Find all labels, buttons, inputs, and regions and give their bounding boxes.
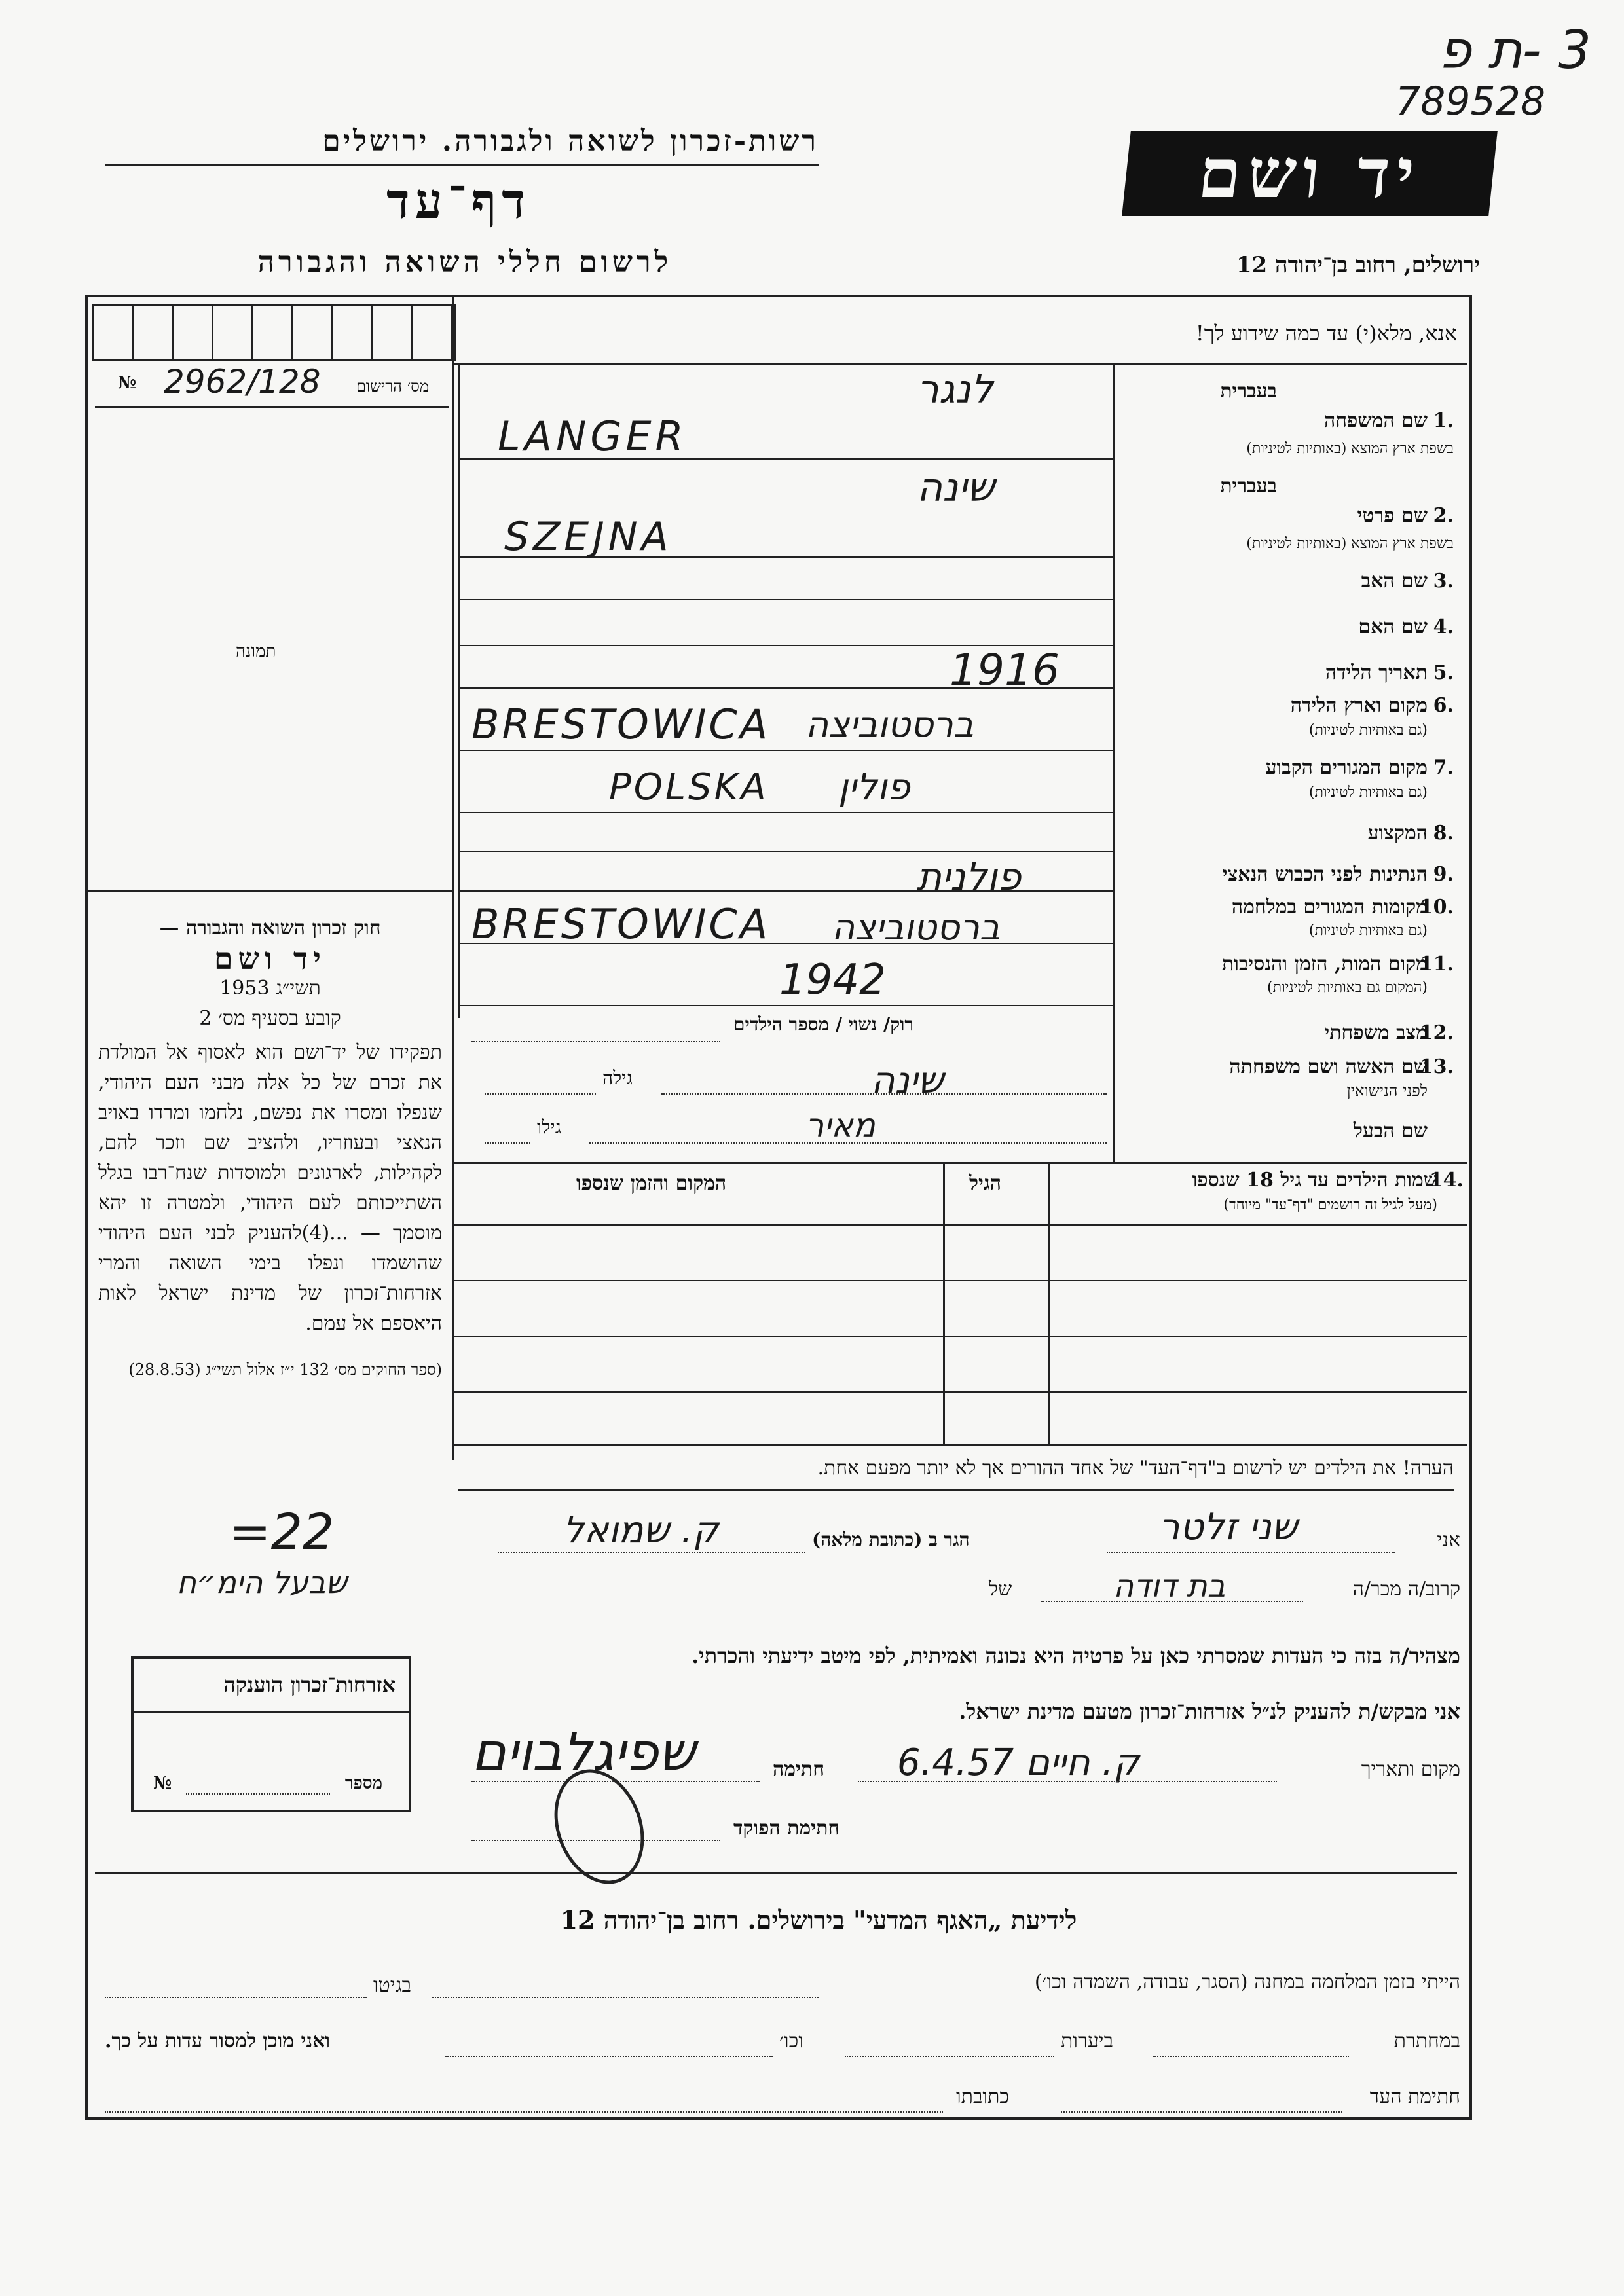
- form-title: דף־עד: [386, 173, 530, 230]
- field-label: מקום המגורים הקבוע: [1265, 756, 1428, 779]
- bottom-line2-a: במחתרת: [1393, 2030, 1460, 2052]
- field-number: 9.: [1433, 863, 1454, 886]
- bottom-line1-b: בגיטו: [373, 1974, 412, 1997]
- children-row-3: [452, 1336, 1467, 1337]
- first-name-hebrew: שינה: [917, 465, 995, 511]
- law-box-top: [85, 890, 452, 892]
- residence-hebrew: פולין: [838, 766, 910, 809]
- field-label: מצב משפחתי: [1324, 1021, 1428, 1044]
- intro-divider: [452, 363, 1467, 365]
- children-sub: (מעל לגיל זה רושמים "דף־עד" מיוחד): [1223, 1197, 1437, 1213]
- husband-age-line: [485, 1142, 530, 1144]
- field-sub: בשפת ארץ המוצא (באותיות לטיניות): [1246, 536, 1454, 552]
- field-label: מקום המות, הזמן והנסיבות: [1221, 953, 1428, 975]
- registration-label: מס׳ הרישום: [356, 377, 429, 395]
- registration-boxes: [92, 304, 456, 361]
- field-number: 13.: [1419, 1055, 1454, 1078]
- children-row-2: [452, 1280, 1467, 1281]
- bottom-line1-dots: [432, 1997, 819, 1998]
- value-column-left: [458, 363, 460, 1018]
- declarant-name: שני זלטר: [1159, 1506, 1298, 1548]
- birth-place-latin: BRESTOWICA: [471, 701, 771, 748]
- declarant-address-label: הגר ב (כתובת מלאה): [812, 1529, 970, 1550]
- side-note: =22: [229, 1503, 335, 1561]
- bottom-line2-b: ביערות: [1061, 2030, 1114, 2052]
- field-sub: (המקום גם באותיות לטיניות): [1267, 979, 1428, 996]
- birth-date-value: 1916: [950, 645, 1060, 695]
- husband-name-line: [589, 1142, 1107, 1144]
- field-number: 10.: [1419, 896, 1454, 919]
- field-label: שם הבעל: [1353, 1120, 1428, 1142]
- note-underline: [458, 1489, 1454, 1491]
- handwritten-archive-code: 3 -ת פ: [1438, 20, 1591, 81]
- marital-status-line: [471, 1041, 720, 1042]
- field-label: הנתינות לפני הכבוש הנאצי: [1222, 863, 1428, 886]
- memorial-citizenship-box: [131, 1656, 411, 1812]
- photo-label: תמונה: [236, 642, 276, 661]
- request-text: אני מבקש/ת להעניק לנ״ל אזרחות־זכרון מטעם מדינת ישראל.: [959, 1699, 1460, 1724]
- field-sub: לפני הנישואין: [1346, 1082, 1428, 1100]
- field-label: שם האם: [1358, 615, 1428, 638]
- row-sep-3: [458, 599, 1113, 600]
- bottom-line2-d: ואני מוכן למסור עדות על כך.: [105, 2030, 331, 2052]
- law-year: תשי״ג 1953: [219, 977, 321, 1000]
- field-first-name: [1120, 475, 1454, 553]
- field-birth-place: [1120, 694, 1454, 746]
- law-text: תפקידו של יד־ושם הוא לאסוף אל המולדת את זכרם של כל אלה מבני העם היהודי, שנפלו ומסרו את נפשם, נלחמו ומרדו באויב הנאצי ובעוזריו, ולהציב שם וזכר להם, לקהילות, לארגונים ולמוסדות שנח־רבו בגלל השתייכותם לעם היהודי, ולמטרה זו יהא מוסמך — ...(4)להעניק לבני העם היהודי שהושמדו ונפלו בימי השואה והמרי אזרחות־זכרון של מדינת ישראל לאות היאספם אל עמם.: [98, 1041, 443, 1335]
- children-row-4: [452, 1391, 1467, 1393]
- bottom-line3-dots-2: [105, 2111, 943, 2113]
- signature-value: שפיגלבוים: [471, 1722, 695, 1783]
- field-label: שם פרטי: [1357, 504, 1428, 527]
- field-sub: בשפת ארץ המוצא (באותיות לטיניות): [1246, 441, 1454, 457]
- field-label: תאריך הלידה: [1325, 661, 1428, 684]
- note-text: הערה! את הילדים יש לרשום ב"דף־העד" של אחד ההורים אך לא יותר מפעם אחת.: [817, 1457, 1454, 1480]
- row-sep-11: [458, 1005, 1113, 1006]
- field-family-name: [1120, 380, 1454, 458]
- field-number: 6.: [1433, 694, 1454, 717]
- family-name-latin: LANGER: [498, 412, 688, 460]
- field-lang-hebrew: בעברית: [1220, 475, 1277, 498]
- residence-latin: POLSKA: [609, 766, 769, 809]
- husband-name-value: מאיר: [805, 1106, 876, 1144]
- field-label: מקום וארץ הלידה: [1290, 694, 1428, 717]
- field-sub: (גם באותיות לטיניות): [1308, 784, 1428, 801]
- signature-label: חתימה: [773, 1758, 824, 1781]
- registration-no-sign: №: [118, 373, 137, 393]
- field-wartime-residence: [1120, 896, 1454, 948]
- of-label: של: [989, 1578, 1012, 1601]
- bottom-divider: [95, 1872, 1457, 1878]
- children-label: שמות הילדים עד גיל 18 שנספו: [1192, 1169, 1437, 1192]
- children-col-1: [1048, 1162, 1050, 1444]
- registration-value: 2962/128: [164, 363, 321, 401]
- field-number: 5.: [1433, 661, 1454, 684]
- address: ירושלים, רחוב בן־יהודה 12: [1236, 252, 1480, 278]
- bottom-line2-c: וכו׳: [779, 2030, 803, 2052]
- birth-place-hebrew: ברסטוביצה: [805, 704, 974, 745]
- wartime-residence-hebrew: ברסטוביצה: [832, 907, 1001, 948]
- institution-line: רשות-זכרון לשואה ולגבורה. ירושלים: [322, 124, 819, 158]
- place-date-line: [858, 1781, 1277, 1782]
- row-sep-7: [458, 812, 1113, 813]
- declarant-ani: אני: [1437, 1529, 1460, 1552]
- law-source: (ספר החוקים מס׳ 132 י״ז אלול תשי״ג (28.8.53): [128, 1360, 442, 1379]
- wife-age-label: גילה: [602, 1067, 633, 1089]
- field-label: שם האב: [1361, 570, 1428, 592]
- registration-row: [95, 363, 449, 408]
- husband-age-label: גילו: [537, 1116, 561, 1138]
- field-number: 2.: [1433, 504, 1454, 527]
- bottom-line2-dots-2: [845, 2056, 1054, 2057]
- officer-label: חתימת הפוקד: [733, 1817, 840, 1840]
- wife-age-line: [485, 1093, 596, 1095]
- relation-line: [1041, 1601, 1303, 1602]
- row-sep-8: [458, 851, 1113, 852]
- left-column-divider: [452, 295, 454, 1460]
- bottom-line2-dots-3: [445, 2056, 773, 2057]
- citizenship-value: פולנית: [917, 854, 1022, 899]
- memorial-title: אזרחות־זכרון הוענקה: [223, 1672, 396, 1697]
- children-col-2: [943, 1162, 945, 1444]
- law-name: יד ושם: [213, 941, 327, 976]
- declarant-address: ק. שמואל: [563, 1509, 719, 1552]
- children-col-place: המקום והזמן שנספו: [576, 1172, 727, 1195]
- logo-text: יד ושם: [1194, 133, 1425, 213]
- side-note-2: שבעל הימ״ח: [177, 1565, 348, 1600]
- place-date-value: ק. חיים 6.4.57: [897, 1741, 1140, 1784]
- death-date-value: 1942: [779, 956, 886, 1004]
- wartime-residence-latin: BRESTOWICA: [471, 900, 771, 948]
- wife-name-value: שינה: [871, 1059, 944, 1102]
- children-header: [1054, 1169, 1464, 1221]
- bottom-line3-b: כתובתו: [956, 2085, 1010, 2108]
- bottom-line1-a: הייתי בזמן המלחמה במחנה (הסגר, עבודה, השמדה וכו׳): [1034, 1971, 1460, 1994]
- label-column-divider: [1113, 363, 1115, 1162]
- field-death-place: [1120, 953, 1454, 1005]
- relative-label: קרוב/ה מכר/ה: [1352, 1578, 1460, 1601]
- field-number: 3.: [1433, 570, 1454, 592]
- field-number: 7.: [1433, 756, 1454, 779]
- institution-underline: [105, 164, 819, 166]
- field-sub: (גם באותיות לטיניות): [1308, 722, 1428, 738]
- bottom-title: לידיעת „האגף המדעי" בירושלים. רחוב בן־יהודה 12: [560, 1905, 1077, 1935]
- field-number: 14.: [1429, 1169, 1464, 1192]
- field-lang-hebrew: בעברית: [1220, 380, 1277, 403]
- law-title: חוק זכרון השואה והגבורה —: [159, 917, 381, 939]
- intro-text: אנא, מלא(י) עד כמה שידוע לך!: [1195, 321, 1457, 346]
- place-date-label: מקום ותאריך: [1361, 1758, 1460, 1781]
- law-box: [98, 913, 442, 1381]
- form-subtitle: לרשום חללי השואה והגבורה: [257, 246, 673, 279]
- field-wife-name: [1120, 1055, 1454, 1108]
- bottom-line3-a: חתימת העד: [1369, 2085, 1460, 2108]
- field-sub: (גם באותיות לטיניות): [1308, 922, 1428, 939]
- row-sep-6: [458, 750, 1113, 751]
- first-name-latin: SZEJNA: [504, 514, 673, 560]
- field-label: המקצוע: [1367, 822, 1428, 845]
- field-number: 11.: [1419, 953, 1454, 975]
- children-bottom: [452, 1444, 1467, 1446]
- law-clause: קובע בסעיף מס׳ 2: [199, 1007, 341, 1030]
- field-number: 1.: [1433, 409, 1454, 432]
- children-row-1: [452, 1224, 1467, 1226]
- field-number: 12.: [1419, 1021, 1454, 1044]
- field-number: 4.: [1433, 615, 1454, 638]
- children-top: [452, 1162, 1467, 1164]
- memorial-no-sign: №: [153, 1774, 172, 1793]
- bottom-line2-dots-1: [1153, 2056, 1349, 2057]
- memorial-number-line: [186, 1793, 330, 1795]
- handwritten-archive-number: 789528: [1395, 79, 1545, 124]
- field-residence: [1120, 756, 1454, 809]
- field-number: 8.: [1433, 822, 1454, 845]
- bottom-line3-dots-1: [1061, 2111, 1342, 2113]
- declarant-name-line: [1107, 1552, 1395, 1553]
- marital-status-options: רוק/ נשוי / מספר הילדים: [733, 1013, 914, 1035]
- family-name-hebrew: לנגר: [917, 367, 993, 412]
- children-col-age: הגיל: [969, 1172, 1002, 1195]
- memorial-number-label: מספר: [344, 1774, 382, 1793]
- relation-value: בת דודה: [1113, 1568, 1226, 1605]
- declarant-address-line: [498, 1552, 805, 1553]
- bottom-line1-dots-2: [105, 1997, 367, 1998]
- field-label: מקומות המגורים במלחמה: [1231, 896, 1428, 919]
- yad-vashem-logo: [1122, 131, 1498, 216]
- field-label: שם האשה ושם משפחתה: [1229, 1055, 1428, 1078]
- wife-name-line: [661, 1093, 1107, 1095]
- memorial-title-divider: [134, 1711, 409, 1713]
- field-label: שם המשפחה: [1323, 409, 1428, 432]
- declaration-text: מצהיר/ה בזה כי העדות שמסרתי כאן על פרטיה היא נכונה ואמיתית, לפי מיטב ידיעתי והכרתי.: [692, 1643, 1460, 1668]
